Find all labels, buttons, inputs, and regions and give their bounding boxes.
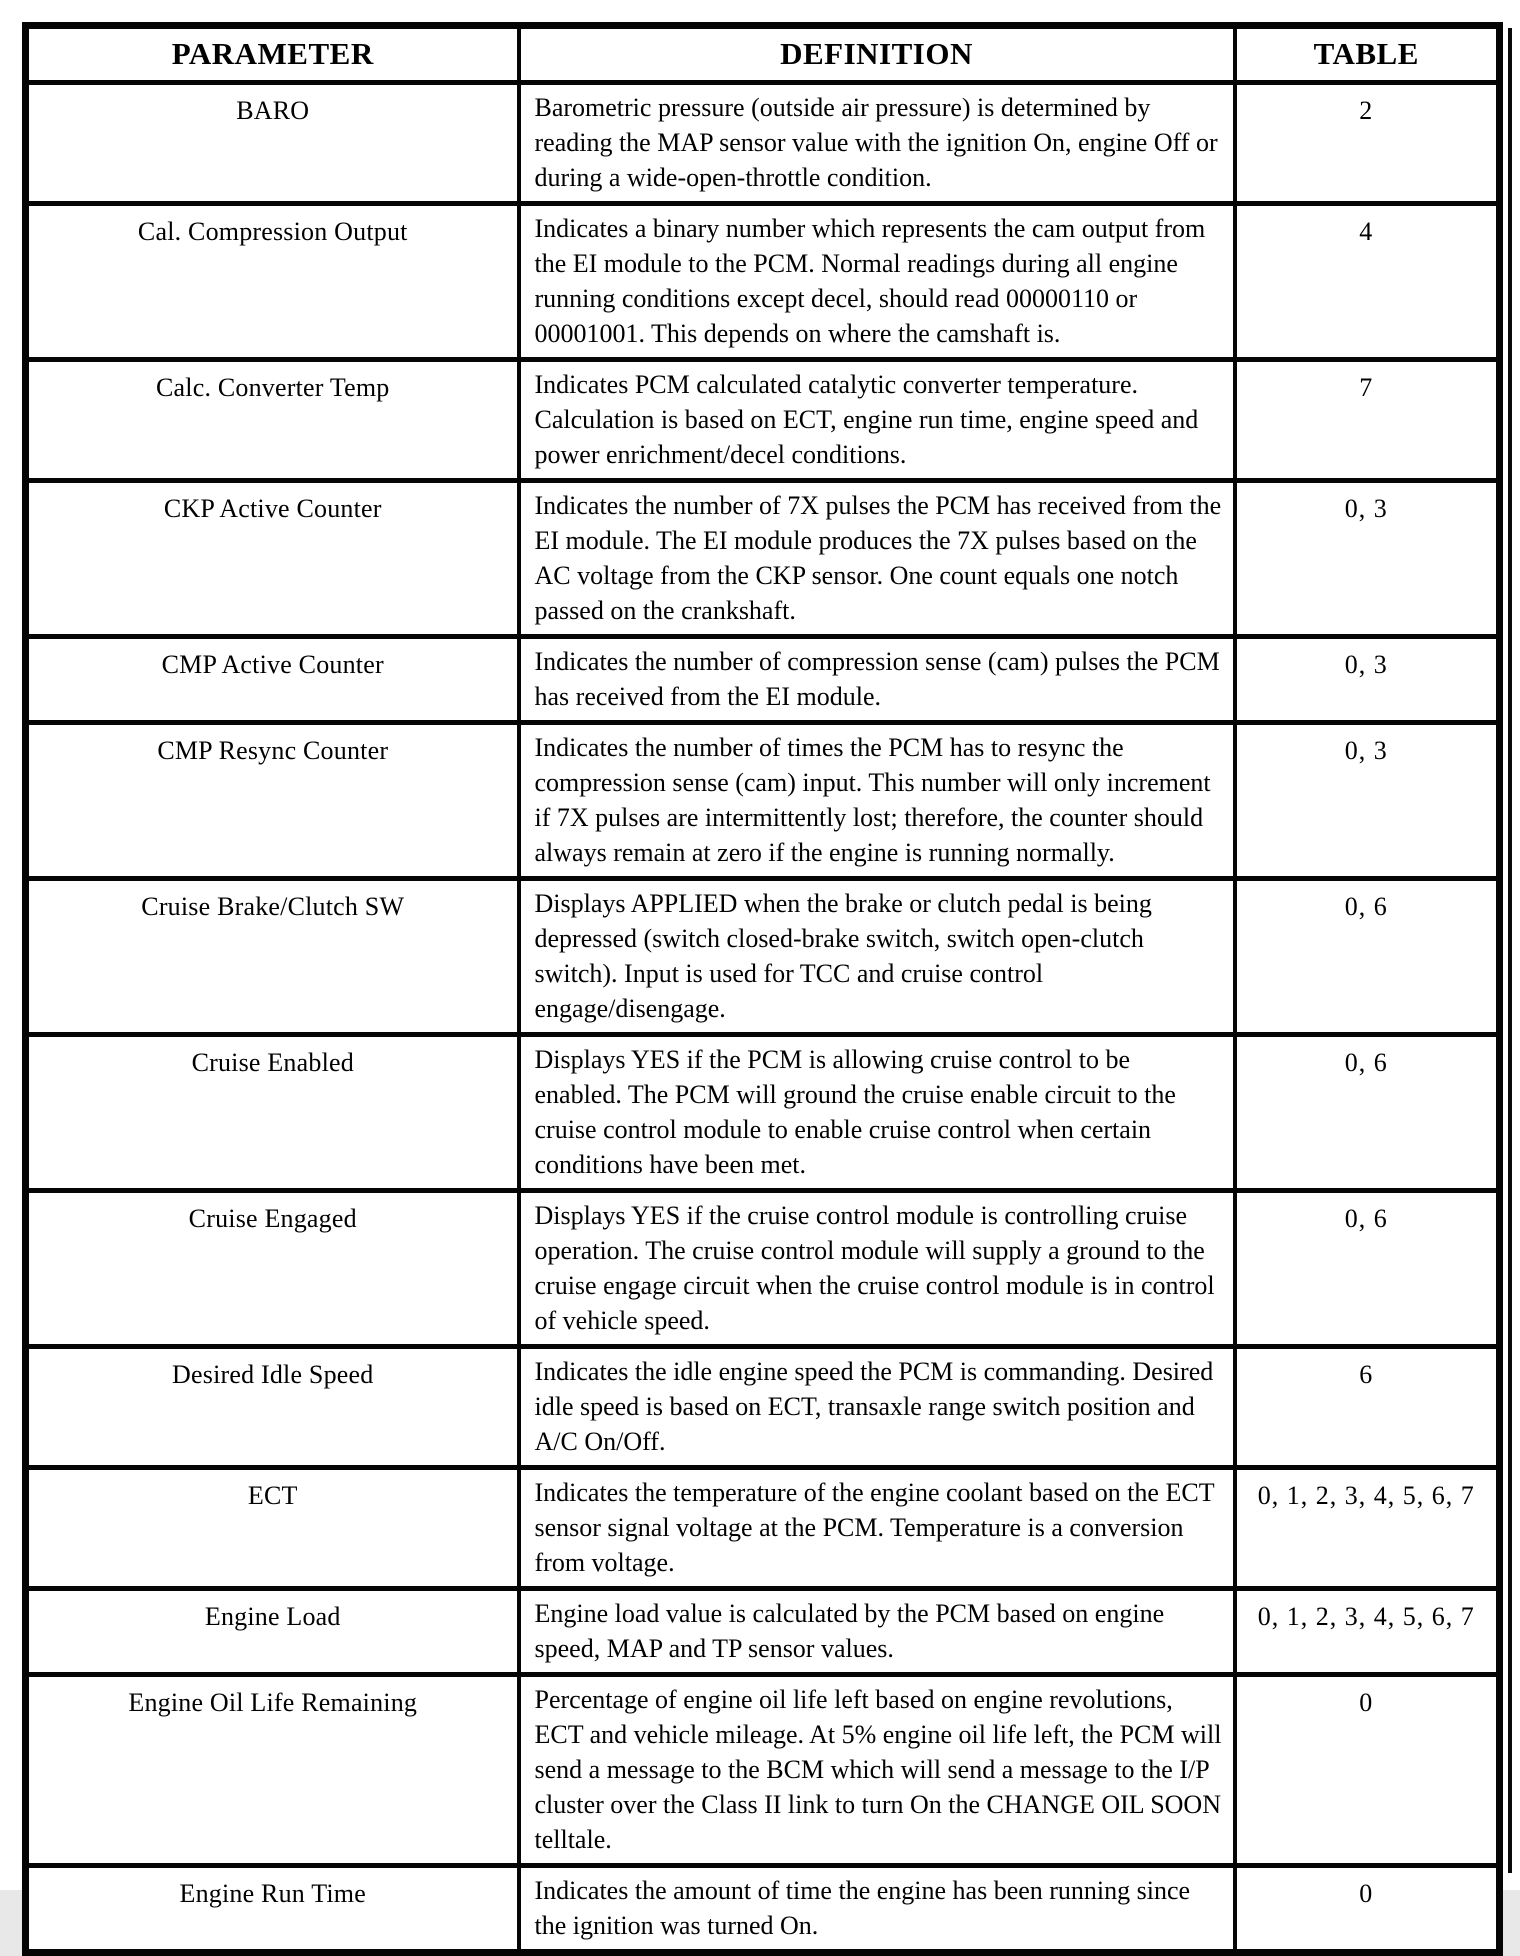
parameter-cell: BARO bbox=[26, 83, 519, 204]
parameter-cell: CMP Resync Counter bbox=[26, 723, 519, 879]
definition-cell: Indicates the amount of time the engine has been running since the ignition was turned On. bbox=[519, 1866, 1235, 1953]
definition-cell: Displays YES if the PCM is allowing cruise control to be enabled. The PCM will ground the cruise enable circuit to the cruise control module to enable cruise control when certain conditions have been met. bbox=[519, 1035, 1235, 1191]
table-row bbox=[26, 83, 1500, 204]
table-ref-cell: 0, 3 bbox=[1235, 723, 1500, 879]
table-ref-cell: 0 bbox=[1235, 1675, 1500, 1866]
table-row bbox=[26, 637, 1500, 723]
parameter-cell: Cruise Brake/Clutch SW bbox=[26, 879, 519, 1035]
definition-cell: Indicates the number of 7X pulses the PCM has received from the EI module. The EI module produces the 7X pulses based on the AC voltage from the CKP sensor. One count equals one notch passed on the crankshaft. bbox=[519, 481, 1235, 637]
table-ref-cell: 2 bbox=[1235, 83, 1500, 204]
table-ref-cell: 0, 6 bbox=[1235, 879, 1500, 1035]
definition-cell: Indicates the number of compression sense (cam) pulses the PCM has received from the EI module. bbox=[519, 637, 1235, 723]
parameter-definition-table bbox=[22, 22, 1503, 1956]
table-ref-cell: 0, 1, 2, 3, 4, 5, 6, 7 bbox=[1235, 1468, 1500, 1589]
definition-cell: Indicates PCM calculated catalytic converter temperature. Calculation is based on ECT, engine run time, engine speed and power enrichment/decel conditions. bbox=[519, 360, 1235, 481]
table-ref-cell: 4 bbox=[1235, 204, 1500, 360]
table-ref-cell: 0, 3 bbox=[1235, 481, 1500, 637]
definition-cell: Percentage of engine oil life left based on engine revolutions, ECT and vehicle mileage. At 5% engine oil life left, the PCM will send a message to the BCM which will send a message to the I/P cluster over the Class II link to turn On the CHANGE OIL SOON telltale. bbox=[519, 1675, 1235, 1866]
table-row bbox=[26, 1866, 1500, 1953]
table-row bbox=[26, 723, 1500, 879]
definition-cell: Indicates a binary number which represents the cam output from the EI module to the PCM. Normal readings during all engine running conditions except decel, should read 00000110 or 00001001. This depends on where the camshaft is. bbox=[519, 204, 1235, 360]
table-ref-cell: 6 bbox=[1235, 1347, 1500, 1468]
parameter-cell: CKP Active Counter bbox=[26, 481, 519, 637]
definition-cell: Barometric pressure (outside air pressure) is determined by reading the MAP sensor value with the ignition On, engine Off or during a wide-open-throttle condition. bbox=[519, 83, 1235, 204]
parameter-cell: Engine Oil Life Remaining bbox=[26, 1675, 519, 1866]
parameter-cell: CMP Active Counter bbox=[26, 637, 519, 723]
definition-cell: Displays APPLIED when the brake or clutch pedal is being depressed (switch closed-brake switch, switch open-clutch switch). Input is used for TCC and cruise control engage/disengage. bbox=[519, 879, 1235, 1035]
table-ref-cell: 0, 6 bbox=[1235, 1035, 1500, 1191]
table-row bbox=[26, 204, 1500, 360]
table-header-row bbox=[26, 26, 1500, 83]
page-edge-scan-artifact bbox=[1508, 28, 1512, 1873]
table-ref-cell: 0, 6 bbox=[1235, 1191, 1500, 1347]
parameter-cell: Desired Idle Speed bbox=[26, 1347, 519, 1468]
parameter-cell: Engine Load bbox=[26, 1589, 519, 1675]
definition-cell: Indicates the idle engine speed the PCM is commanding. Desired idle speed is based on ECT, transaxle range switch position and A/C On/Off. bbox=[519, 1347, 1235, 1468]
parameter-cell: Engine Run Time bbox=[26, 1866, 519, 1953]
column-header-definition: DEFINITION bbox=[519, 26, 1235, 83]
table-ref-cell: 0, 1, 2, 3, 4, 5, 6, 7 bbox=[1235, 1589, 1500, 1675]
definition-cell: Indicates the temperature of the engine coolant based on the ECT sensor signal voltage at the PCM. Temperature is a conversion from voltage. bbox=[519, 1468, 1235, 1589]
parameter-cell: Cruise Enabled bbox=[26, 1035, 519, 1191]
table-row bbox=[26, 1468, 1500, 1589]
table-row bbox=[26, 481, 1500, 637]
table-row bbox=[26, 1347, 1500, 1468]
parameter-cell: Cal. Compression Output bbox=[26, 204, 519, 360]
table-row bbox=[26, 360, 1500, 481]
table-row bbox=[26, 879, 1500, 1035]
parameter-cell: Cruise Engaged bbox=[26, 1191, 519, 1347]
table-row bbox=[26, 1589, 1500, 1675]
table-body bbox=[26, 83, 1500, 1953]
definition-cell: Displays YES if the cruise control module is controlling cruise operation. The cruise control module will supply a ground to the cruise engage circuit when the cruise control module is in control of vehicle speed. bbox=[519, 1191, 1235, 1347]
column-header-table: TABLE bbox=[1235, 26, 1500, 83]
definition-cell: Engine load value is calculated by the PCM based on engine speed, MAP and TP sensor values. bbox=[519, 1589, 1235, 1675]
parameter-cell: ECT bbox=[26, 1468, 519, 1589]
table-row bbox=[26, 1191, 1500, 1347]
table-ref-cell: 0, 3 bbox=[1235, 637, 1500, 723]
table-row bbox=[26, 1675, 1500, 1866]
table-ref-cell: 0 bbox=[1235, 1866, 1500, 1953]
column-header-parameter: PARAMETER bbox=[26, 26, 519, 83]
parameter-cell: Calc. Converter Temp bbox=[26, 360, 519, 481]
table-ref-cell: 7 bbox=[1235, 360, 1500, 481]
definition-cell: Indicates the number of times the PCM has to resync the compression sense (cam) input. This number will only increment if 7X pulses are intermittently lost; therefore, the counter should always remain at zero if the engine is running normally. bbox=[519, 723, 1235, 879]
table-row bbox=[26, 1035, 1500, 1191]
